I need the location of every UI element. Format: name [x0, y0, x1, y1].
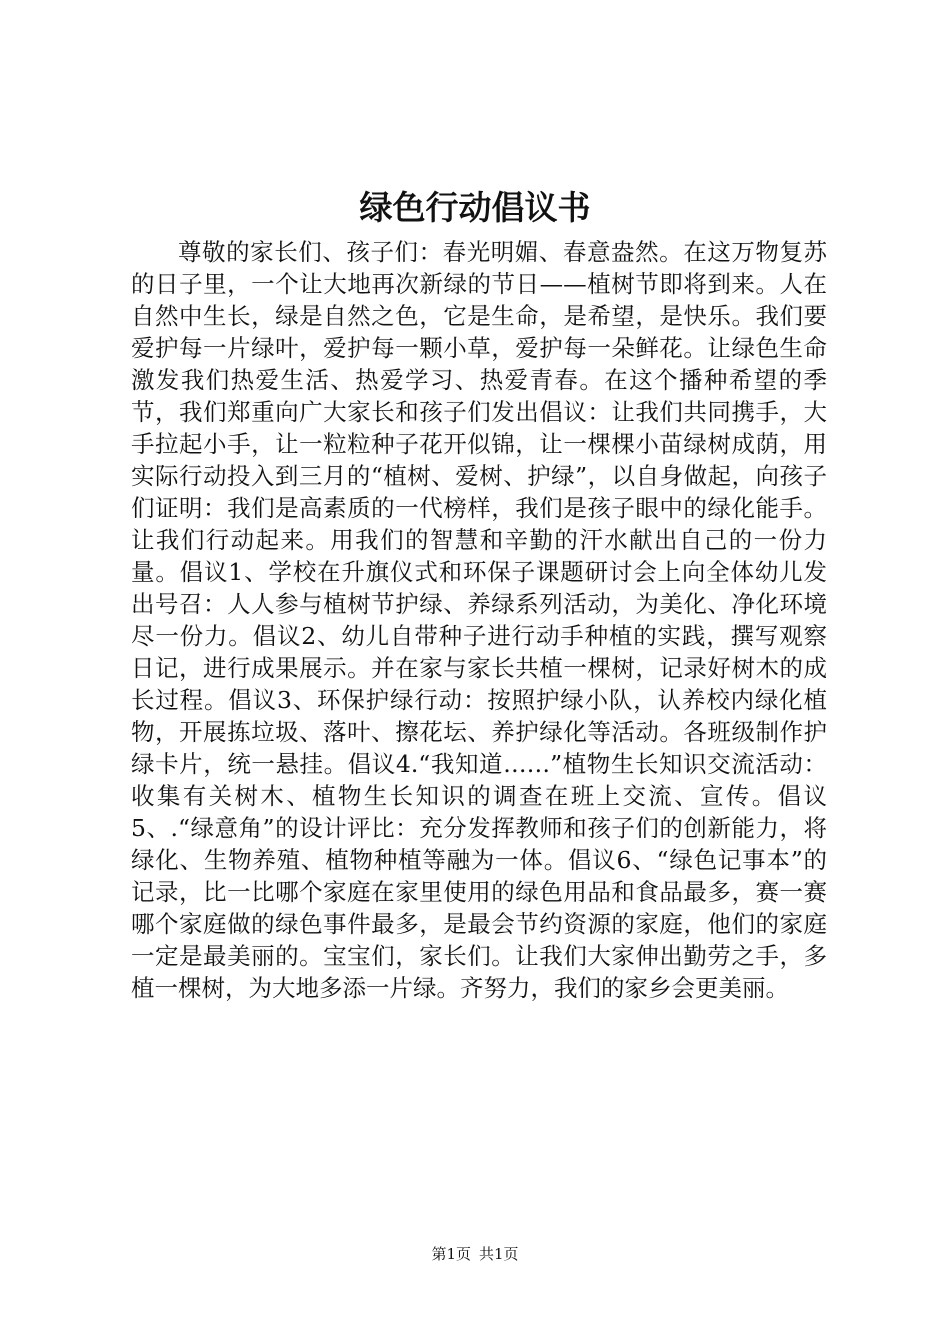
- page-number: 第1页: [431, 1245, 471, 1263]
- document-body: 尊敬的家长们、孩子们：春光明媚、春意盎然。在这万物复苏的日子里，一个让大地再次新绿的节日——植树节即将到来。人在自然中生长，绿是自然之色，它是生命，是希望，是快乐。我们要爱护每一片绿叶，爱护每一颗小草，爱护每一朵鲜花。让绿色生命激发我们热爱生活、热爱学习、热爱青春。在这个播种希望的季节，我们郑重向广大家长和孩子们发出倡议：让我们共同携手，大手拉起小手，让一粒粒种子花开似锦，让一棵棵小苗绿树成荫，用实际行动投入到三月的“植树、爱树、护绿”，以自身做起，向孩子们证明：我们是高素质的一代榜样，我们是孩子眼中的绿化能手。让我们行动起来。用我们的智慧和辛勤的汗水献出自己的一份力量。倡议1、学校在升旗仪式和环保子课题研讨会上向全体幼儿发出号召：人人参与植树节护绿、养绿系列活动，为美化、净化环境尽一份力。倡议2、幼儿自带种子进行动手种植的实践，撰写观察日记，进行成果展示。并在家与家长共植一棵树，记录好树木的成长过程。倡议3、环保护绿行动：按照护绿小队，认养校内绿化植物，开展拣垃圾、落叶、擦花坛、养护绿化等活动。各班级制作护绿卡片，统一悬挂。倡议4.“我知道……”植物生长知识交流活动：收集有关树木、植物生长知识的调查在班上交流、宣传。倡议5、.“绿意角”的设计评比：充分发挥教师和孩子们的创新能力，将绿化、生物养殖、植物种植等融为一体。倡议6、“绿色记事本”的记录，比一比哪个家庭在家里使用的绿色用品和食品最多，赛一赛哪个家庭做的绿色事件最多，是最会节约资源的家庭，他们的家庭一定是最美丽的。宝宝们，家长们。让我们大家伸出勤劳之手，多植一棵树，为大地多添一片绿。齐努力，我们的家乡会更美丽。: [131, 238, 827, 1002]
- page-total: 共1页: [479, 1245, 519, 1263]
- document-title: 绿色行动倡议书: [359, 188, 591, 227]
- page-footer: [0, 1244, 950, 1264]
